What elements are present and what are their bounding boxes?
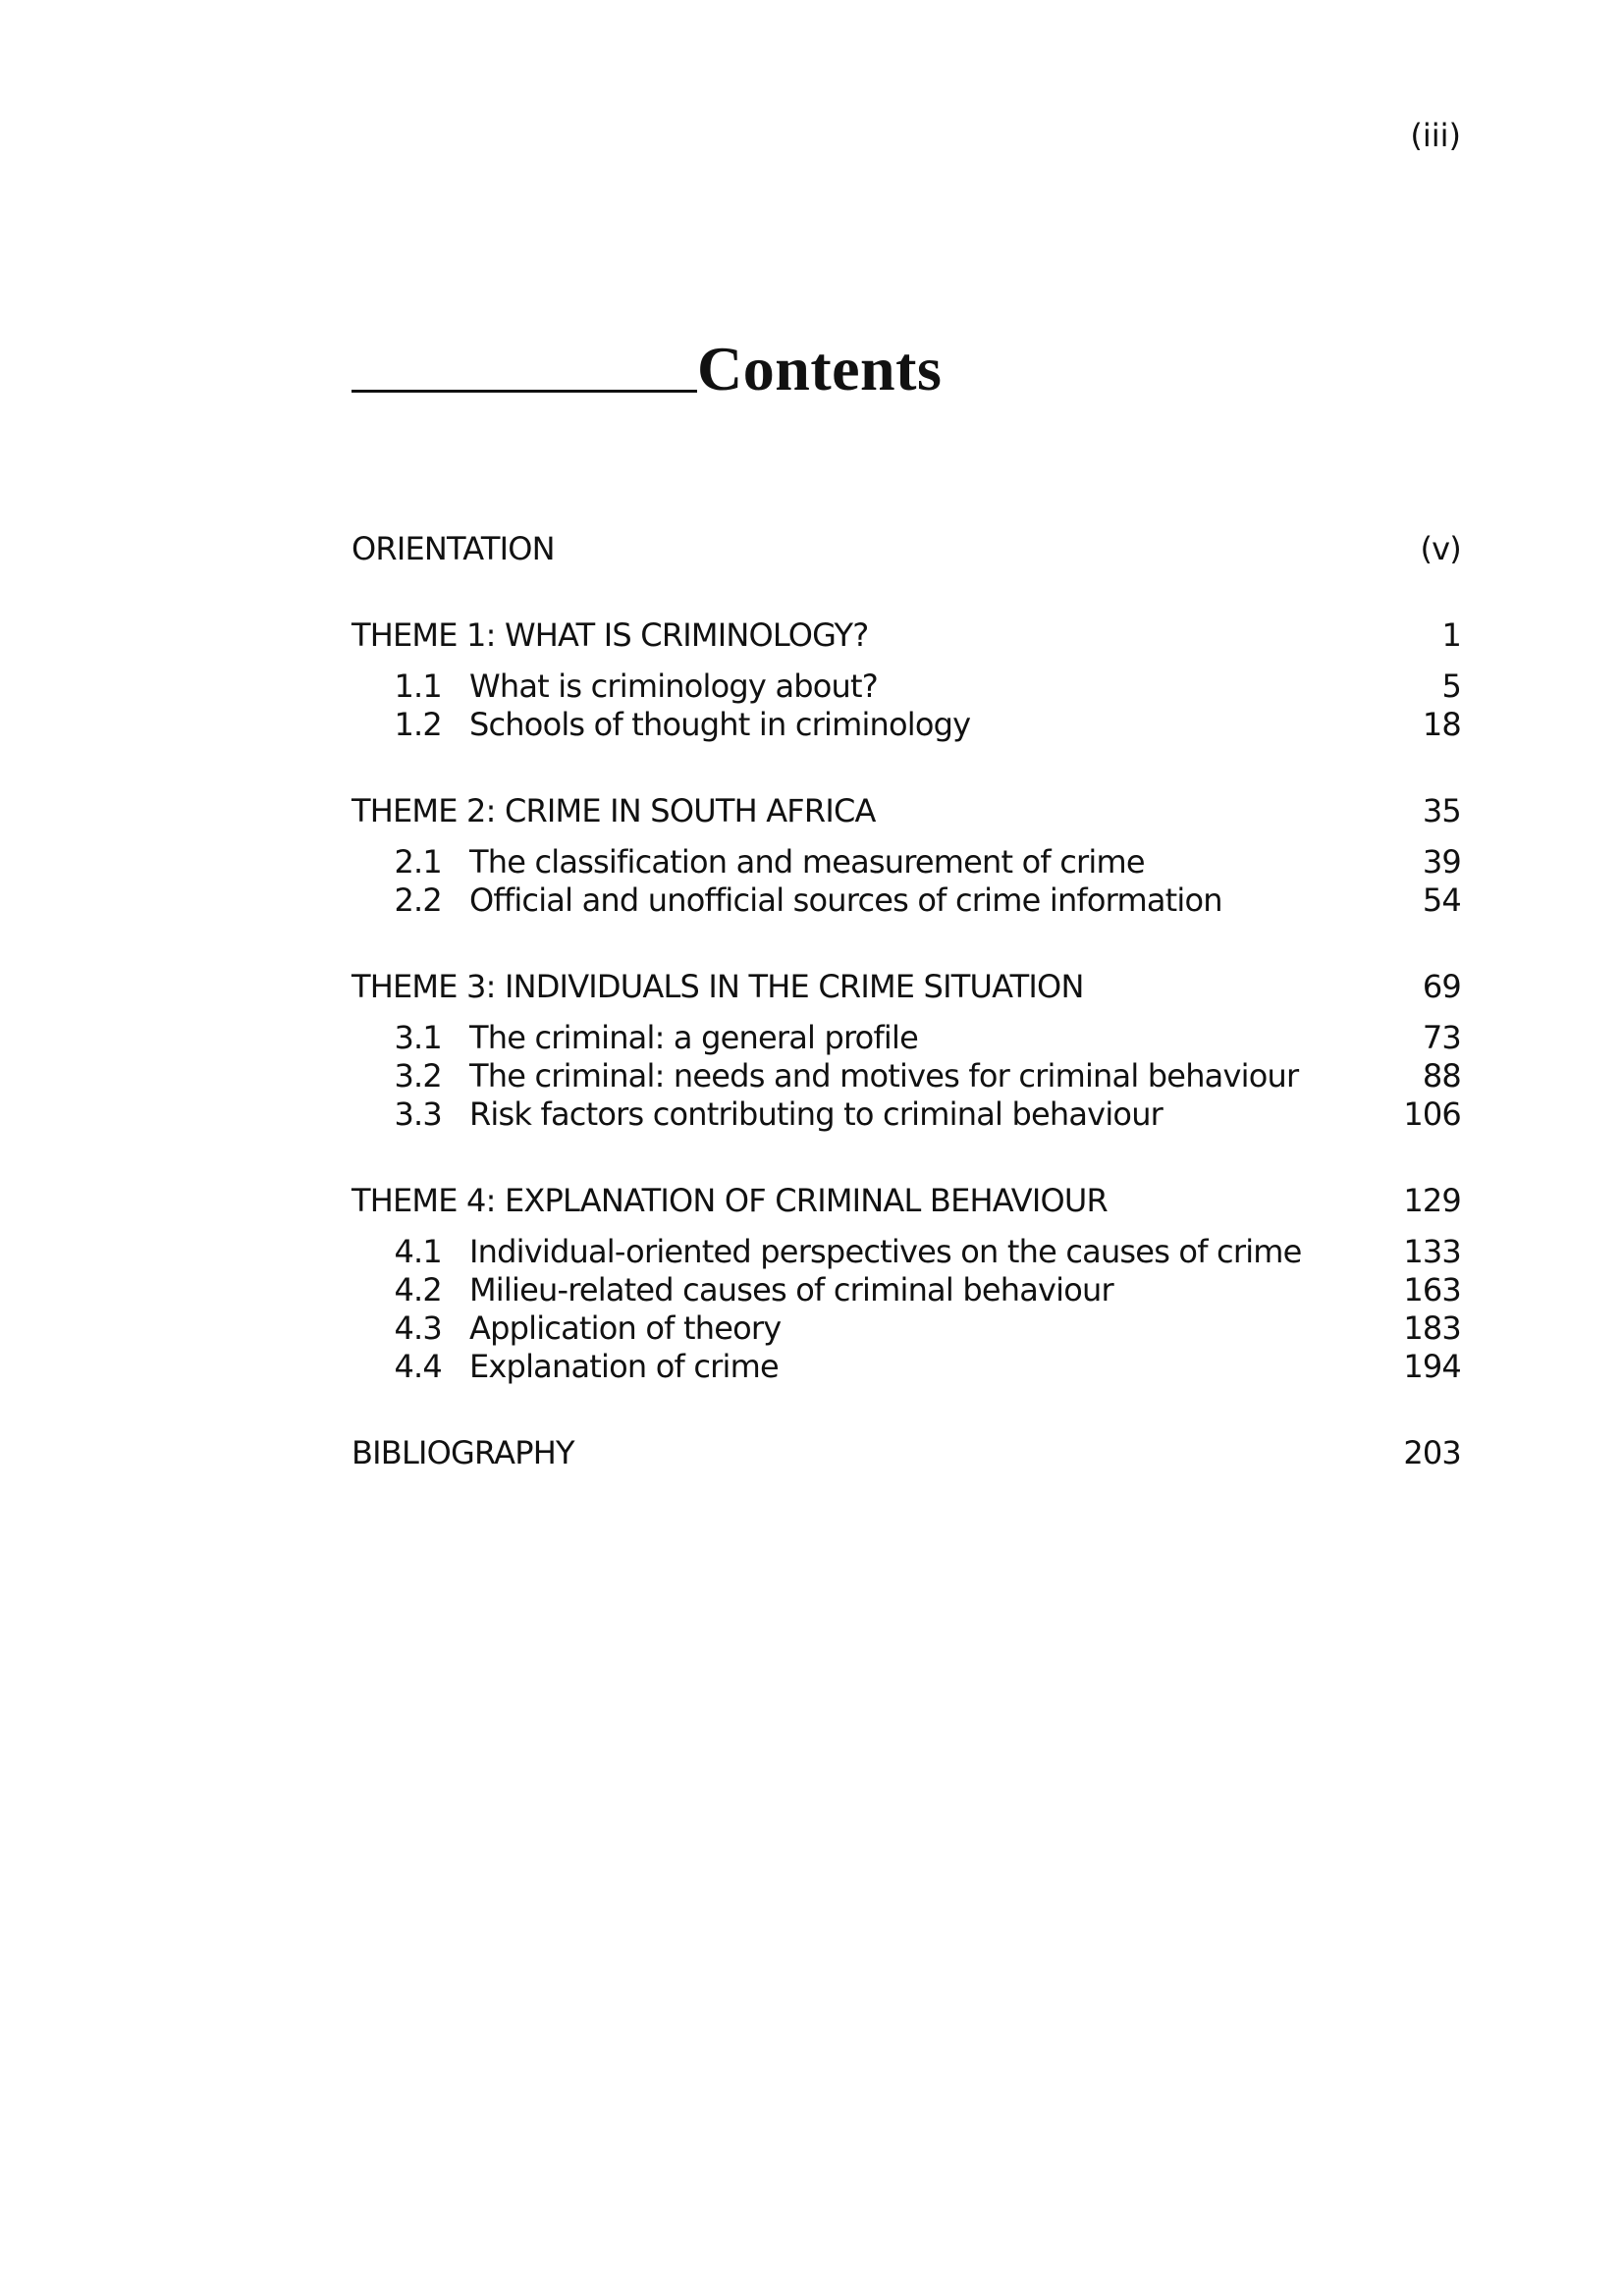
toc-entry-title: BIBLIOGRAPHY xyxy=(352,1434,574,1471)
toc-item-title: Explanation of crime xyxy=(469,1348,779,1385)
toc-item-number: 4.4 xyxy=(394,1348,442,1385)
toc-item-title: The criminal: needs and motives for criminal behaviour xyxy=(469,1057,1299,1095)
toc-item-page: 54 xyxy=(1422,881,1461,919)
toc-item-page: 73 xyxy=(1422,1019,1461,1056)
toc-item xyxy=(352,1095,1461,1134)
toc-theme-title: THEME 4: EXPLANATION OF CRIMINAL BEHAVIOUR xyxy=(352,1182,1108,1219)
toc-theme-heading xyxy=(352,792,1461,830)
toc-item-number: 3.3 xyxy=(394,1095,442,1133)
contents-heading xyxy=(352,330,942,408)
toc-item-number: 4.1 xyxy=(394,1233,442,1270)
toc-item xyxy=(352,1309,1461,1348)
page-title: Contents xyxy=(697,334,943,403)
toc-item-number: 3.1 xyxy=(394,1019,442,1056)
toc-item-title: Application of theory xyxy=(469,1309,782,1347)
toc-theme-title: THEME 1: WHAT IS CRIMINOLOGY? xyxy=(352,616,869,654)
toc-theme-4 xyxy=(352,1182,1461,1386)
toc-entry-page: 203 xyxy=(1403,1434,1461,1471)
toc-item xyxy=(352,843,1461,881)
toc-item xyxy=(352,1271,1461,1309)
page-number: (iii) xyxy=(1410,117,1461,154)
toc-item-page: 18 xyxy=(1422,706,1461,743)
toc-item-page: 194 xyxy=(1403,1348,1461,1385)
toc-item-title: What is criminology about? xyxy=(469,667,878,705)
toc-item-title: Risk factors contributing to criminal behaviour xyxy=(469,1095,1163,1133)
toc-item-page: 5 xyxy=(1441,667,1461,705)
toc-item-title: The criminal: a general profile xyxy=(469,1019,918,1056)
toc-item-number: 2.1 xyxy=(394,843,442,881)
toc-item-page: 133 xyxy=(1403,1233,1461,1270)
toc-item-number: 2.2 xyxy=(394,881,442,919)
toc-theme-title: THEME 2: CRIME IN SOUTH AFRICA xyxy=(352,792,876,829)
toc-item-title: The classification and measurement of crime xyxy=(469,843,1145,881)
toc-item xyxy=(352,1233,1461,1271)
toc-item xyxy=(352,1348,1461,1386)
heading-rule xyxy=(352,390,697,393)
toc-theme-3 xyxy=(352,968,1461,1134)
toc-item xyxy=(352,706,1461,744)
toc-item-title: Milieu-related causes of criminal behaviour xyxy=(469,1271,1113,1308)
toc-entry-page: (v) xyxy=(1420,530,1461,567)
toc-item xyxy=(352,667,1461,706)
toc-theme-page: 69 xyxy=(1422,968,1461,1005)
toc-item xyxy=(352,1019,1461,1057)
toc-theme-page: 35 xyxy=(1422,792,1461,829)
toc-item-number: 4.3 xyxy=(394,1309,442,1347)
toc-item-page: 163 xyxy=(1403,1271,1461,1308)
toc-item-page: 88 xyxy=(1422,1057,1461,1095)
toc-theme-title: THEME 3: INDIVIDUALS IN THE CRIME SITUATION xyxy=(352,968,1084,1005)
toc-entry-title: ORIENTATION xyxy=(352,530,555,567)
toc-item-number: 3.2 xyxy=(394,1057,442,1095)
toc-item-number: 1.2 xyxy=(394,706,442,743)
toc-item-title: Official and unofficial sources of crime information xyxy=(469,881,1222,919)
toc-theme-page: 1 xyxy=(1441,616,1461,654)
toc-entry-orientation xyxy=(352,530,1461,568)
toc-item-number: 1.1 xyxy=(394,667,442,705)
toc-theme-heading xyxy=(352,1182,1461,1220)
toc-entry-bibliography xyxy=(352,1434,1461,1472)
toc-theme-2 xyxy=(352,792,1461,920)
toc-item-title: Schools of thought in criminology xyxy=(469,706,971,743)
toc-item-page: 39 xyxy=(1422,843,1461,881)
toc-item xyxy=(352,881,1461,920)
toc-item-page: 106 xyxy=(1403,1095,1461,1133)
toc-theme-heading xyxy=(352,968,1461,1006)
table-of-contents xyxy=(352,530,1461,1472)
toc-item-number: 4.2 xyxy=(394,1271,442,1308)
toc-item-title: Individual-oriented perspectives on the causes of crime xyxy=(469,1233,1302,1270)
toc-item-page: 183 xyxy=(1403,1309,1461,1347)
toc-theme-page: 129 xyxy=(1403,1182,1461,1219)
toc-item xyxy=(352,1057,1461,1095)
toc-theme-heading xyxy=(352,616,1461,655)
toc-theme-1 xyxy=(352,616,1461,744)
